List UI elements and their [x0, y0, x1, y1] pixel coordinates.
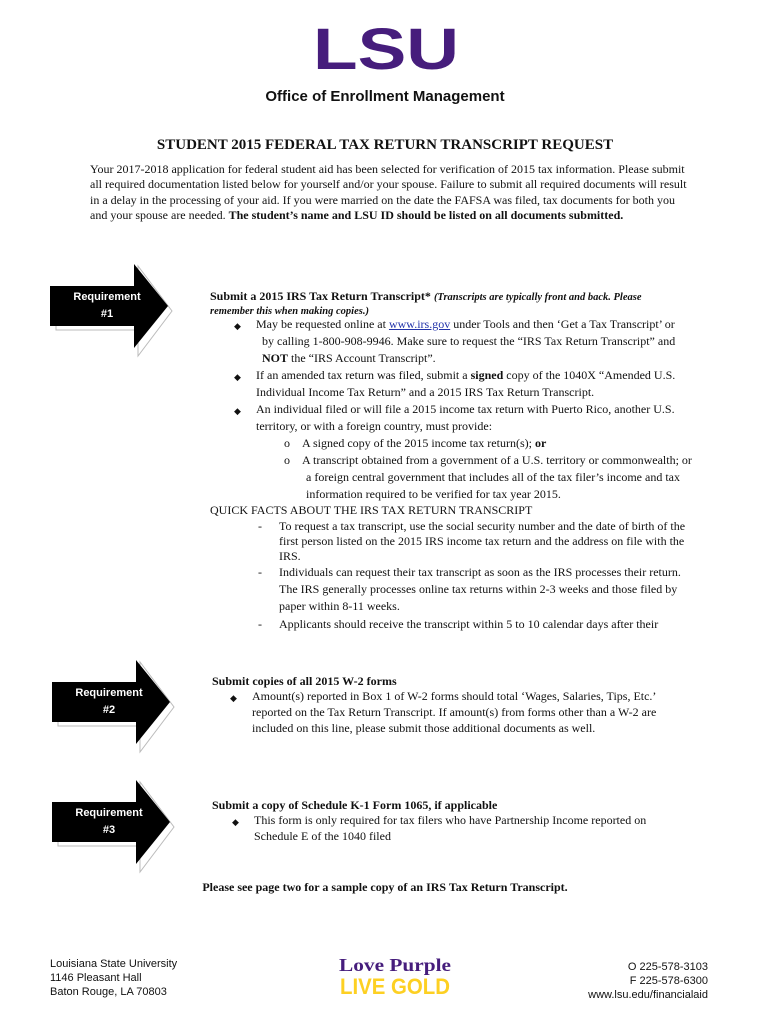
office-name: Office of Enrollment Management [265, 88, 505, 105]
requirement-heading: Submit a 2015 IRS Tax Return Transcript* [210, 289, 431, 303]
requirement-number: #2 [102, 704, 116, 716]
footer-contact [588, 960, 708, 1002]
diamond-bullet-icon: ◆ [232, 817, 239, 827]
intro-bold-text: The student’s name and LSU ID should be listed on all documents submitted. [228, 208, 624, 223]
office-phone: O 225-578-3103 [627, 961, 708, 973]
fact-text: The IRS generally processes online tax returns within 2-3 weeks and those filed by [279, 582, 678, 596]
dash-bullet-icon: - [258, 519, 262, 533]
bullet-text: by calling 1-800-908-9946. Make sure to request the “IRS Tax Return Transcript” and [262, 334, 676, 348]
circle-bullet-icon: o [284, 453, 290, 467]
page-title: STUDENT 2015 FEDERAL TAX RETURN TRANSCRIPT REQUEST [156, 137, 614, 153]
bullet-text: If an amended tax return was filed, submit a signed copy of the 1040X “Amended U.S. [256, 368, 676, 382]
irs-link[interactable]: www.irs.gov [388, 317, 451, 331]
requirement-heading: Submit copies of all 2015 W-2 forms [212, 674, 397, 688]
sub-bullet-text: A signed copy of the 2015 income tax return(s); or [302, 436, 547, 450]
requirement-number: #3 [102, 824, 116, 836]
requirement-2-badge [52, 660, 180, 754]
svg-text:Love Purple: Love Purple [339, 955, 452, 975]
bullet-text: reported on the Tax Return Transcript. If amount(s) from forms other than a W-2 are [252, 705, 657, 719]
dash-bullet-icon: - [258, 617, 262, 631]
bullet-text: territory, or with a foreign country, must provide: [256, 419, 493, 433]
fact-text: To request a tax transcript, use the social security number and the date of birth of the [279, 519, 686, 533]
requirement-note: (Transcripts are typically front and back. Please [433, 292, 642, 303]
fact-text: IRS. [279, 549, 301, 563]
sub-bullet-text: a foreign central government that includes all of the tax filer’s income and tax [306, 470, 680, 484]
bullet-text: Schedule E of the 1040 filed [254, 829, 391, 843]
fact-text: first person listed on the 2015 IRS income tax return and the address on file with the [279, 534, 685, 548]
sub-bullet-text: information required to be verified for tax year 2015. [306, 487, 561, 501]
bullet-text: included on this line, please submit those additional documents as well. [252, 721, 596, 735]
bullet-text: This form is only required for tax filers who have Partnership Income reported on [254, 813, 647, 827]
requirement-3-badge [52, 780, 180, 874]
requirement-heading: Submit a copy of Schedule K-1 Form 1065, if applicable [212, 798, 498, 812]
bottom-note: Please see page two for a sample copy of an IRS Tax Return Transcript. [202, 880, 568, 894]
bullet-text: May be requested online at www.irs.gov under Tools and then ‘Get a Tax Transcript’ or [256, 317, 675, 331]
requirement-label: Requirement [75, 687, 143, 699]
bullet-text: An individual filed or will file a 2015 income tax return with Puerto Rico, another U.S. [256, 402, 675, 416]
footer-address: Louisiana State University 1146 Pleasant Hall Baton Rouge, LA 70803 [50, 958, 178, 998]
requirement-1-badge [50, 264, 178, 358]
fact-text: Applicants should receive the transcript within 5 to 10 calendar days after their [279, 617, 659, 631]
bullet-text: Amount(s) reported in Box 1 of W-2 forms should total ‘Wages, Salaries, Tips, Etc.’ [252, 689, 657, 703]
bullet-text: Individual Income Tax Return” and a 2015 IRS Tax Return Transcript. [256, 385, 595, 399]
diamond-bullet-icon: ◆ [230, 693, 237, 703]
requirement-label: Requirement [75, 807, 143, 819]
svg-text:LIVE GOLD: LIVE GOLD [340, 974, 450, 998]
diamond-bullet-icon: ◆ [234, 406, 241, 416]
intro-text: Your 2017-2018 application for federal student aid has been selected for verification of 2015 tax information. Please submit all required documentation listed below for yourself and/or your spouse. Failure to submit all required documents will result in a delay in the processing of your aid. If you were married on the date the FAFSA was filed, tax documents for both you and your spouse are needed. [90, 162, 687, 223]
sub-bullet-text: A transcript obtained from a government of a U.S. territory or commonwealth; or [302, 453, 692, 467]
diamond-bullet-icon: ◆ [234, 321, 241, 331]
website-link[interactable]: www.lsu.edu/financialaid [588, 989, 708, 1001]
fact-text: Individuals can request their tax transcript as soon as the IRS processes their return. [279, 565, 681, 579]
requirement-number: #1 [100, 308, 114, 320]
fact-text: paper within 8-11 weeks. [279, 599, 400, 613]
love-purple-live-gold-logo [336, 952, 454, 998]
intro-paragraph [90, 162, 690, 224]
diamond-bullet-icon: ◆ [234, 372, 241, 382]
circle-bullet-icon: o [284, 436, 290, 450]
fax-number: F 225-578-6300 [629, 975, 708, 987]
bullet-text: NOT the “IRS Account Transcript”. [262, 351, 436, 365]
lsu-logo-text: LSU [313, 22, 459, 74]
lsu-logo [312, 22, 460, 74]
dash-bullet-icon: - [258, 565, 262, 579]
requirement-label: Requirement [73, 291, 141, 303]
requirement-note-line2: remember this when making copies.) [210, 306, 369, 317]
quick-facts-title: QUICK FACTS ABOUT THE IRS TAX RETURN TRANSCRIPT [210, 503, 533, 517]
